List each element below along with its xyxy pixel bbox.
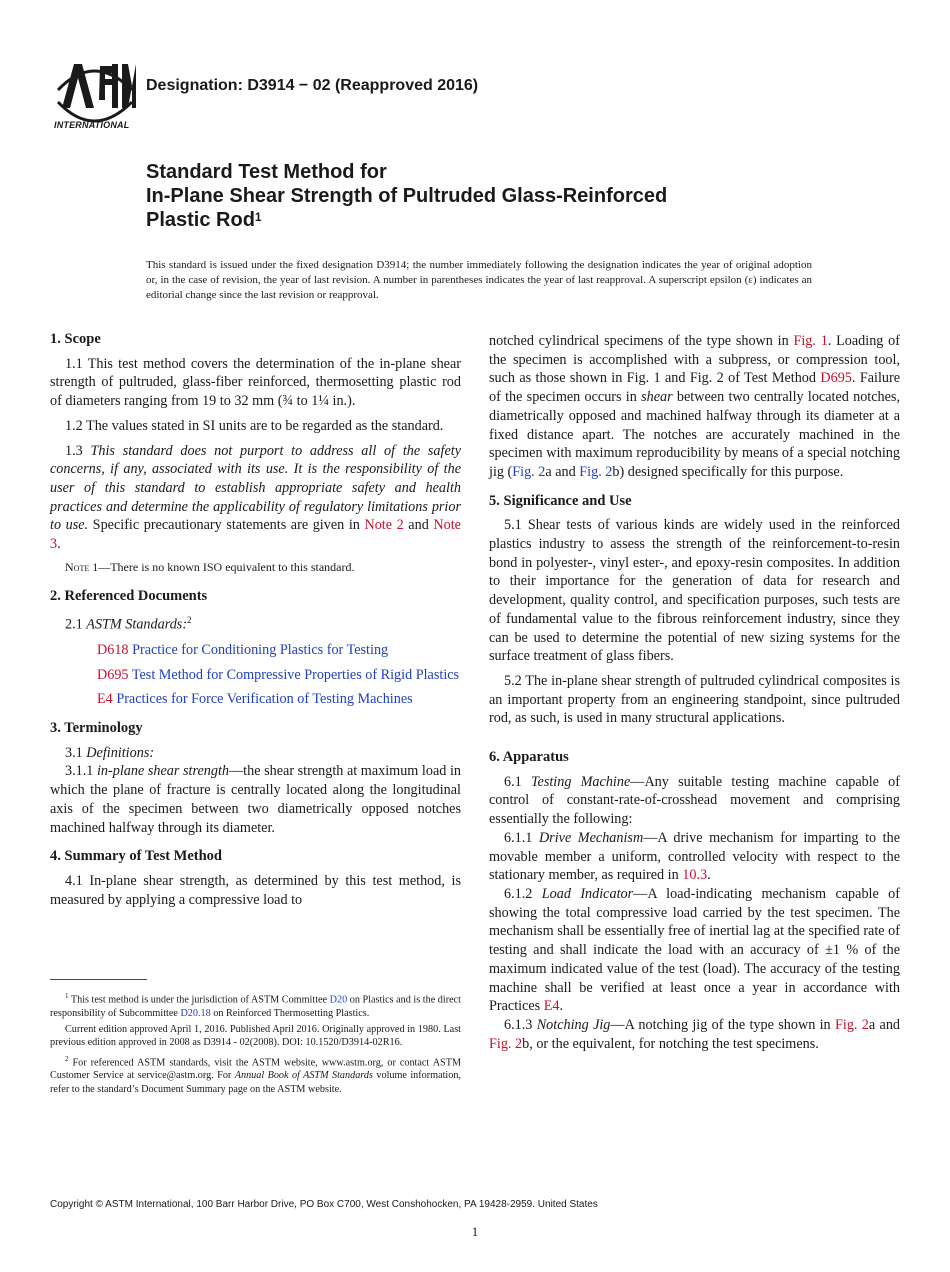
text-span: volume information, refer to the standard’s Document Summary page on the ASTM website. <box>50 1070 461 1095</box>
text-span: notched cylindrical specimens of the type shown in <box>489 333 794 349</box>
reference-title[interactable]: Test Method for Compressive Properties of Rigid Plastics <box>128 666 460 683</box>
fig-2-link[interactable]: Fig. 2 <box>834 1016 869 1033</box>
section-heading-apparatus: 6. Apparatus <box>489 749 569 766</box>
text-span: Specific precautionary statements are given in <box>88 517 365 534</box>
copyright-notice: Copyright © ASTM International, 100 Barr Harbor Drive, PO Box C700, West Conshohocken, PA 19428-2959. United States <box>50 1199 598 1210</box>
paragraph-6-1 <box>489 773 900 829</box>
paragraph-4-1-continued <box>489 332 900 482</box>
fig-1-link[interactable]: Fig. 1 <box>793 333 828 349</box>
e4-link[interactable]: E4 <box>543 998 560 1015</box>
fig-2-link[interactable]: Fig. 2 <box>489 1035 523 1052</box>
d20-link[interactable]: D20 <box>329 994 348 1006</box>
text-span: Definitions: <box>86 744 155 761</box>
section-heading-terminology: 3. Terminology <box>50 719 143 736</box>
text-span: a and <box>868 1016 901 1033</box>
text-span: 6.1.1 <box>504 829 539 846</box>
intro-paragraph: This standard is issued under the fixed designation D3914; the number immediately following the designation indicates the year of original adoption or, in the case of revision, the year of last revision. A number in parentheses indicates the year of last reapproval. A superscript epsilon (ε) indicates an editorial change since the last revision or reapproval. <box>146 259 812 301</box>
text-span: For referenced ASTM standards, visit the ASTM website, www.astm.org, or contact ASTM Customer Service at service@astm.org. For <box>50 1056 461 1082</box>
footnote-mark: 2 <box>187 615 192 626</box>
reference-code[interactable]: E4 <box>97 691 113 708</box>
text-span: on Reinforced Thermosetting Plastics. <box>210 1007 370 1019</box>
astm-logo <box>52 56 136 136</box>
text-span: Annual Book of ASTM Standards <box>234 1070 373 1082</box>
text-span: . <box>559 998 564 1015</box>
footnotes <box>50 990 461 1099</box>
text-span: 6.1 <box>504 773 531 790</box>
title-line-2: In-Plane Shear Strength of Pultruded Glass-Reinforced <box>146 185 668 207</box>
text-span: . <box>57 536 61 553</box>
paragraph-6-1-3 <box>489 1016 900 1053</box>
text-span: b, or the equivalent, for notching the test specimens. <box>522 1035 819 1052</box>
text-span: Drive Mechanism <box>538 829 644 846</box>
paragraph-6-1-1 <box>489 829 900 885</box>
paragraph-1-3 <box>50 442 461 554</box>
text-span: —A notching jig of the type shown in <box>610 1016 835 1033</box>
paragraph-1-2: 1.2 The values stated in SI units are to be regarded as the standard. <box>65 417 444 434</box>
text-span: between two centrally located notches, diametrically opposed and machined halfway through its diameter at a fixed distance apart. The notches are accurately machined in the specimen with maximum reproducibility by means of a special notching jig ( <box>489 389 901 480</box>
text-span: 6.1.2 <box>504 885 542 902</box>
reference-item[interactable] <box>50 641 461 660</box>
logo-text: INTERNATIONAL <box>54 120 130 130</box>
defined-term: in-plane shear strength <box>96 763 229 780</box>
section-heading-referenced-documents: 2. Referenced Documents <box>50 587 208 604</box>
section-heading-significance: 5. Significance and Use <box>489 492 632 509</box>
paragraph-5-2: 5.2 The in-plane shear strength of pultruded cylindrical composites is an important property from an engineering standpoint, since pultruded rod, as such, is used in many structural applications. <box>489 672 900 727</box>
paragraph-3-1-1 <box>50 762 461 837</box>
text-span: 2.1 <box>65 617 87 634</box>
fig-2-link[interactable]: Fig. 2 <box>512 463 546 480</box>
note-text: 1—There is no known ISO equivalent to this standard. <box>89 559 355 574</box>
text-span: 3.1.1 <box>65 763 97 780</box>
text-span: 1.3 <box>65 442 91 459</box>
text-span: ASTM Standards: <box>86 617 188 634</box>
paragraph-1-1: 1.1 This test method covers the determination of the in-plane shear strength of pultruded, glass-fiber reinforced, thermosetting plastic rod of diameters ranging from 19 to 32 mm (¾ to 1¼ in.). <box>50 355 461 410</box>
text-span: 3.1 <box>65 744 87 761</box>
text-span: b) designed specifically for this purpose. <box>612 463 844 480</box>
d695-link[interactable]: D695 <box>820 370 852 387</box>
section-heading-scope: 1. Scope <box>50 331 101 347</box>
note-label: Note <box>65 559 90 574</box>
safety-statement: This standard does not purport to address all of the safety concerns, if any, associated with its use. It is the responsibility of the user of this standard to establish appropriate safety and health practices and determine the applicability of regulatory limitations prior to use. <box>50 442 461 534</box>
footnote-divider <box>50 979 147 980</box>
title-text: Plastic Rod <box>146 209 255 231</box>
footnote-mark: 1 <box>65 992 69 1000</box>
text-span: . Loading of the specimen is accomplished with a subpress, or compression tool, such as those shown in Fig. 1 and Fig. 2 of Test Method <box>489 333 900 387</box>
section-heading-summary: 4. Summary of Test Method <box>50 848 222 865</box>
text-span: and <box>403 517 434 534</box>
reference-code[interactable]: D695 <box>97 666 129 683</box>
reference-code[interactable]: D618 <box>97 641 129 658</box>
text-span: —the shear strength at maximum load in which the plane of fracture is centrally located along the longitudinal axis of the specimen between two diametrically opposed notches machined halfway through its diameter. <box>50 763 461 836</box>
footnote-mark: 2 <box>65 1054 69 1063</box>
section-10-3-link[interactable]: 10.3 <box>682 867 708 884</box>
reference-list <box>50 641 461 709</box>
footnote-1 <box>50 990 461 1020</box>
text-span: 6.1.3 <box>504 1016 537 1033</box>
designation: Designation: D3914 − 02 (Reapproved 2016) <box>146 77 479 94</box>
d20-18-link[interactable]: D20.18 <box>180 1007 211 1019</box>
footnote-2 <box>50 1053 461 1096</box>
text-span: . Failure of the specimen occurs in <box>489 370 901 406</box>
note-2-link[interactable]: Note 2 <box>364 517 404 534</box>
paragraph-4-1: 4.1 In-plane shear strength, as determined by this test method, is measured by applying a compressive load to <box>50 872 461 908</box>
paragraph-5-1: 5.1 Shear tests of various kinds are widely used in the reinforced plastics industry to assess the strength of the reinforcement-to-resin bond in polyester-, vinyl ester-, and epoxy-resin composites. In addition to their importance for the generation of data for research and development, quality control, and specification purposes, such tests are of fundamental value to the fibrous reinforcement industry, since they can be used to determine the potential of new sizing systems for the surface treatment of glass fibers. <box>489 517 900 665</box>
text-span: —Any suitable testing machine capable of control of constant-rate-of-crosshead movement and comprising essentially the following: <box>489 773 900 828</box>
text-span: Testing Machine <box>530 773 631 790</box>
text-span: on Plastics and is the direct responsibility of Subcommittee <box>50 994 461 1019</box>
paragraph-3-1 <box>50 744 461 763</box>
paragraph-6-1-2 <box>489 885 900 1016</box>
document-title <box>146 160 866 232</box>
reference-title[interactable]: Practice for Conditioning Plastics for Testing <box>128 641 389 658</box>
text-span: Notching Jig <box>536 1016 611 1033</box>
footnote-1-edition: Current edition approved April 1, 2016. Published April 2016. Originally approved in 1980. Last previous edition approved in 2008 as D3914 - 02(2008). DOI: 10.1520/D3914-02R16. <box>50 1023 461 1049</box>
text-span: . <box>707 867 711 884</box>
fig-2-link[interactable]: Fig. 2 <box>579 463 613 480</box>
reference-title[interactable]: Practices for Force Verification of Testing Machines <box>112 691 413 708</box>
title-line-3 <box>146 208 866 232</box>
text-span: This test method is under the jurisdiction of ASTM Committee <box>68 994 330 1006</box>
paragraph-2-1 <box>50 611 461 634</box>
reference-item[interactable] <box>50 666 461 685</box>
text-span: a and <box>545 463 580 480</box>
text-span: shear <box>641 389 673 406</box>
title-footnote-mark: 1 <box>254 210 262 224</box>
page-number: 1 <box>471 1224 479 1239</box>
text-span: Load Indicator <box>541 885 634 902</box>
text-span: —A load-indicating mechanism capable of showing the total compressive load carried by the test specimen. The mechanism shall be essentially free of inertial lag at the specified rate of testing and shall indicate the load with an accuracy of ±1 % of the maximum indicated value of the test (load). The accuracy of the testing machine shall be verified at least once a year in accordance with Practices <box>489 885 900 1015</box>
reference-item[interactable] <box>50 690 461 709</box>
right-column <box>489 332 900 1059</box>
note-1 <box>50 560 461 575</box>
text-span: —A drive mechanism for imparting to the movable member a uniform, controlled velocity with respect to the stationary member, as required in <box>489 829 900 884</box>
title-line-1: Standard Test Method for <box>146 161 387 183</box>
note-3-link[interactable]: Note 3 <box>50 517 461 553</box>
left-column <box>50 330 461 915</box>
